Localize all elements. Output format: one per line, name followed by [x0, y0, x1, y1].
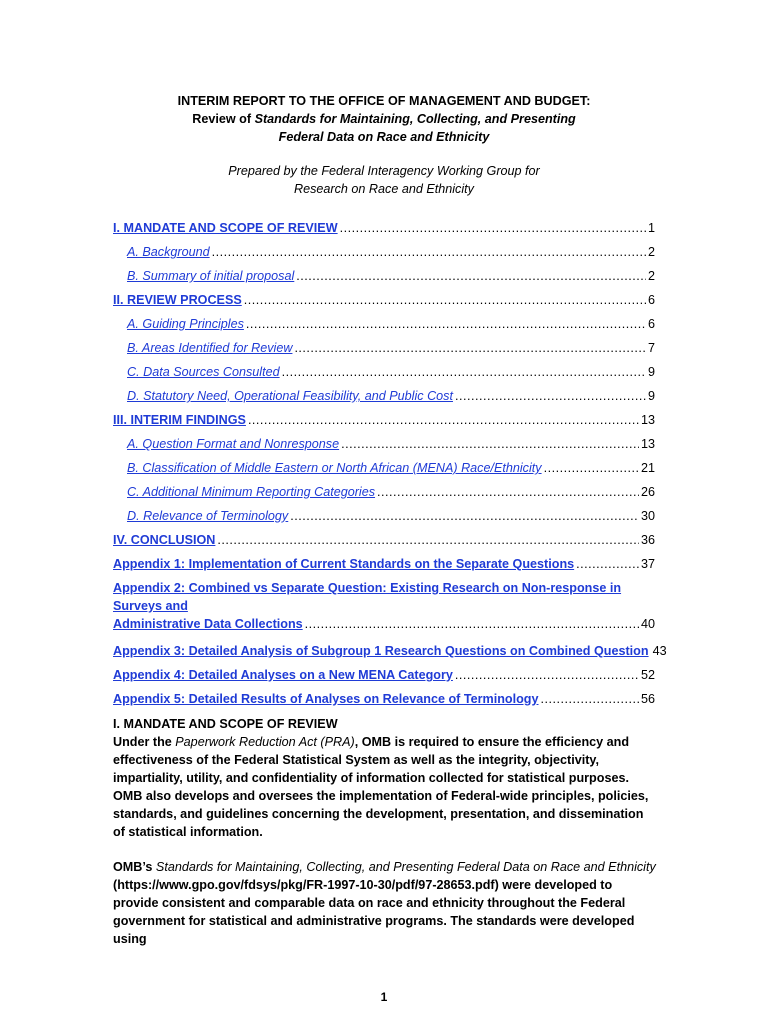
toc-page-number: 30: [640, 509, 655, 523]
toc-link-question-format[interactable]: A. Question Format and Nonresponse: [127, 437, 340, 451]
toc-page-number: 37: [640, 557, 655, 571]
toc-link-mena-classification[interactable]: B. Classification of Middle Eastern or North African (MENA) Race/Ethnicity: [127, 461, 542, 475]
title-line-2-italic: Standards for Maintaining, Collecting, and Presenting: [254, 112, 576, 126]
toc-link-data-sources[interactable]: C. Data Sources Consulted: [127, 365, 280, 379]
toc-leader: [455, 387, 646, 405]
p1-text-b: , OMB is required to ensure the efficiency and effectiveness of the Federal Statistical System as well as the integrity, objectivity, impartiality, utility, and confidentiality of information collected for statistical purposes. OMB also develops and oversees the implementation of Federal-wide principles, policies, standards, and guidelines concerning the development, presentation, and dissemination of statistical information.: [113, 735, 649, 839]
toc-link-areas-identified[interactable]: B. Areas Identified for Review: [127, 341, 293, 355]
toc-leader: [341, 435, 639, 453]
toc-entry: [113, 387, 655, 411]
toc-entry: [113, 243, 655, 267]
p1-italic: Paperwork Reduction Act (PRA): [175, 735, 355, 749]
section-body: [113, 715, 658, 965]
toc-link-interim-findings[interactable]: III. INTERIM FINDINGS: [113, 413, 246, 427]
toc-page-number: 13: [640, 437, 655, 451]
toc-page-number: 6: [647, 293, 655, 307]
toc-entry: [113, 642, 667, 666]
title-line-2-prefix: Review of: [192, 112, 255, 126]
report-title: [0, 92, 768, 146]
toc-page-number: 13: [640, 413, 655, 427]
toc-entry: [113, 315, 655, 339]
toc-link-background[interactable]: A. Background: [127, 245, 210, 259]
toc-entry: [113, 507, 655, 531]
toc-entry: [113, 411, 655, 435]
toc-leader: [294, 339, 646, 357]
toc-entry: [113, 267, 655, 291]
toc-entry: [113, 459, 655, 483]
prepared-line-2: Research on Race and Ethnicity: [294, 182, 474, 196]
toc-link-appendix-5[interactable]: Appendix 5: Detailed Results of Analyses on Relevance of Terminology: [113, 692, 539, 706]
p2-text-b: (https://www.gpo.gov/fdsys/pkg/FR-1997-10-30/pdf/97-28653.pdf) were developed to provide consistent and comparable data on race and ethnicity throughout the Federal government for statistical and administrative programs. The standards were developed using: [113, 878, 635, 946]
toc-leader: [244, 291, 646, 309]
toc-link-appendix-2[interactable]: Appendix 2: Combined vs Separate Question: Existing Research on Non-response in Surveys and: [113, 581, 622, 613]
toc-entry: [113, 339, 655, 363]
paragraph-2: [113, 858, 658, 948]
toc-page-number: 52: [640, 668, 655, 682]
toc-page-number: 43: [652, 644, 667, 658]
title-line-2: [0, 110, 768, 128]
toc-entry: [113, 555, 655, 579]
section-heading: I. MANDATE AND SCOPE OF REVIEW: [113, 717, 338, 731]
toc-entry: [113, 579, 655, 633]
toc-leader: [340, 219, 646, 237]
paragraph-1: [113, 733, 658, 841]
toc-page-number: 26: [640, 485, 655, 499]
toc-page-number: 9: [647, 389, 655, 403]
toc-entry: [113, 219, 655, 243]
prepared-line-1: Prepared by the Federal Interagency Working Group for: [228, 164, 540, 178]
toc-page-number: 21: [640, 461, 655, 475]
toc-leader: [282, 363, 646, 381]
toc-leader: [377, 483, 639, 501]
toc-leader: [212, 243, 646, 261]
toc-link-appendix-2-cont[interactable]: Administrative Data Collections: [113, 617, 303, 631]
toc-entry: [113, 666, 655, 690]
toc-leader: [248, 411, 639, 429]
toc-link-statutory-need[interactable]: D. Statutory Need, Operational Feasibility, and Public Cost: [127, 389, 453, 403]
toc-leader: [290, 507, 639, 525]
toc-link-appendix-4[interactable]: Appendix 4: Detailed Analyses on a New MENA Category: [113, 668, 453, 682]
toc-entry: [113, 291, 655, 315]
toc-leader: [455, 666, 639, 684]
toc-entry: [113, 531, 655, 555]
toc-link-reporting-categories[interactable]: C. Additional Minimum Reporting Categories: [127, 485, 376, 499]
toc-link-review-process[interactable]: II. REVIEW PROCESS: [113, 293, 242, 307]
toc-leader: [296, 267, 646, 285]
title-line-3: Federal Data on Race and Ethnicity: [278, 130, 490, 144]
toc-page-number: 36: [640, 533, 655, 547]
toc-link-appendix-1[interactable]: Appendix 1: Implementation of Current Standards on the Separate Questions: [113, 557, 575, 571]
toc-entry: [113, 690, 655, 714]
p2-italic: Standards for Maintaining, Collecting, and Presenting Federal Data on Race and Ethnicity: [155, 860, 656, 874]
toc-leader: [576, 555, 639, 573]
toc-link-guiding-principles[interactable]: A. Guiding Principles: [127, 317, 244, 331]
toc-entry: [113, 435, 655, 459]
p2-text-a: OMB’s: [113, 860, 156, 874]
toc-link-mandate[interactable]: I. MANDATE AND SCOPE OF REVIEW: [113, 221, 338, 235]
toc-link-summary[interactable]: B. Summary of initial proposal: [127, 269, 295, 283]
toc-page-number: 2: [647, 245, 655, 259]
toc-link-conclusion[interactable]: IV. CONCLUSION: [113, 533, 216, 547]
toc-link-appendix-3[interactable]: Appendix 3: Detailed Analysis of Subgroup 1 Research Questions on Combined Question: [113, 644, 649, 658]
toc-page-number: 7: [647, 341, 655, 355]
toc-page-number: 6: [647, 317, 655, 331]
toc-leader: [217, 531, 639, 549]
toc-link-terminology[interactable]: D. Relevance of Terminology: [127, 509, 289, 523]
page-number: 1: [380, 990, 388, 1004]
toc-leader: [305, 615, 639, 633]
prepared-by: [0, 162, 768, 198]
toc-leader: [541, 690, 639, 708]
toc-page-number: 2: [647, 269, 655, 283]
toc-page-number: 40: [640, 617, 655, 631]
toc-page-number: 9: [647, 365, 655, 379]
toc-leader: [544, 459, 639, 477]
table-of-contents: [113, 219, 667, 714]
toc-entry: [113, 483, 655, 507]
p1-text-a: Under the: [113, 735, 176, 749]
toc-entry: [113, 363, 655, 387]
toc-page-number: 56: [640, 692, 655, 706]
title-line-1: INTERIM REPORT TO THE OFFICE OF MANAGEMENT AND BUDGET:: [177, 94, 591, 108]
toc-leader: [246, 315, 646, 333]
toc-page-number: 1: [647, 221, 655, 235]
